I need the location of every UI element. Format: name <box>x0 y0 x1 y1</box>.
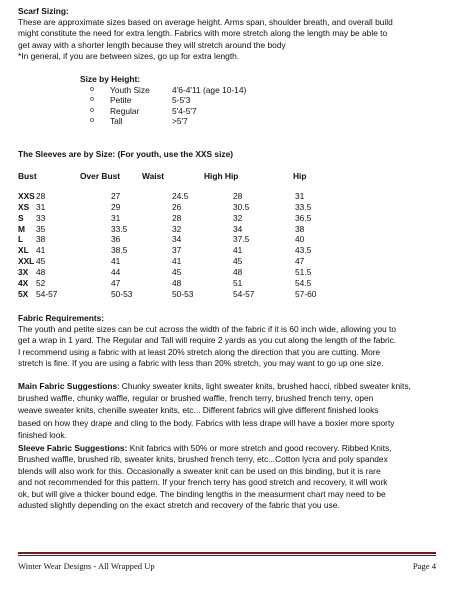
size-by-height-heading: Size by Height: <box>80 73 141 84</box>
table-body <box>18 191 436 300</box>
measurement-cell: 50-53 <box>111 288 133 299</box>
measurement-cell: 41 <box>172 256 182 267</box>
measurement-cell: 52 <box>36 278 46 289</box>
scarf-text-line: These are approximate sizes based on average height. Arms span, shoulder breath, and overall build <box>18 17 393 27</box>
measurement-cell: 35 <box>36 223 46 234</box>
size-value: 5'4-5'7 <box>172 105 197 116</box>
measurement-cell: 38 <box>36 234 46 245</box>
size-cell: S <box>18 212 24 223</box>
measurement-cell: 31 <box>36 201 46 212</box>
measurement-cell: 31 <box>111 212 121 223</box>
size-label: Youth Size <box>110 84 150 95</box>
size-item <box>80 85 436 96</box>
column-header: Bust <box>18 171 37 181</box>
size-item <box>80 106 436 117</box>
measurement-cell: 28 <box>233 190 243 201</box>
column-header: Over Bust <box>80 171 121 181</box>
sleeve-fabric-line <box>18 443 436 454</box>
measurement-cell: 54-57 <box>36 288 58 299</box>
measurement-cell: 27 <box>111 190 121 201</box>
size-cell: L <box>18 234 24 245</box>
measurement-cell: 32 <box>172 223 182 234</box>
sleeve-fabric-line: ok, but will give a thicker bound edge. The binding lengths in the measurment chart may need to be <box>18 488 386 499</box>
measurement-cell: 37 <box>172 245 182 256</box>
measurement-cell: 48 <box>36 267 46 278</box>
size-label: Petite <box>110 95 132 106</box>
fabric-text-line: I recommend using a fabric with at least 20% stretch along the direction that you are cutting. More <box>18 346 381 357</box>
size-cell: M <box>18 223 25 234</box>
size-cell: XXS <box>18 190 35 201</box>
page-number: Page 4 <box>412 561 436 571</box>
main-fabric-text: : Chunky sweater knits, light sweater knits, brushed hacci, ribbed sweater knits, <box>117 381 411 392</box>
main-fabric-heading: Main Fabric Suggestions <box>18 381 118 392</box>
fabric-text-line: The youth and petite sizes can be cut across the width of the fabric if it is 60 inch wide, allowing you to <box>18 323 397 334</box>
table-row <box>18 245 436 256</box>
measurement-cell: 33.5 <box>295 201 312 212</box>
size-value: 4'6-4'11 (age 10-14) <box>172 84 247 95</box>
measurement-cell: 44 <box>111 267 121 278</box>
table-row <box>18 202 436 213</box>
column-header: Waist <box>142 171 165 181</box>
fabric-text-line: get a wrap in 1 yard. The Regular and Tall will require 2 yards as you cut along the length of the fabric. <box>18 335 397 346</box>
measurement-cell: 24.5 <box>172 190 189 201</box>
measurement-cell: 28 <box>172 212 182 223</box>
column-header: High Hip <box>204 171 239 181</box>
table-row <box>18 224 436 235</box>
measurement-cell: 33.5 <box>111 223 128 234</box>
measurement-cell: 51.5 <box>295 267 312 278</box>
size-value: 5-5'3 <box>172 95 191 106</box>
measurement-cell: 51 <box>233 278 243 289</box>
size-item <box>80 95 436 106</box>
size-cell: 4X <box>18 278 29 289</box>
size-cell: XS <box>18 201 30 212</box>
table-row <box>18 191 436 202</box>
bullet-icon: o <box>90 117 94 125</box>
scarf-text-line: might constitute the need for extra length. Fabrics with more stretch along the length may be able to <box>18 28 388 39</box>
sleeve-fabric-line: and not recommended for this pattern. If your french terry has good stretch and recovery, it will work <box>18 477 388 488</box>
size-by-height-list <box>80 74 436 127</box>
bullet-icon: o <box>90 106 94 114</box>
main-fabric-line <box>18 381 436 392</box>
sleeve-fabric-line: adusted slightly depending on the exact stretch and recovery of the fabric that you use. <box>18 500 340 511</box>
fabric-text-line: stretch is fine. If you are using a fabric with less than 20% stretch, you may want to go up one size. <box>18 358 384 369</box>
size-label: Tall <box>110 116 123 127</box>
measurement-cell: 29 <box>111 201 121 212</box>
table-header-row <box>18 171 436 182</box>
measurement-cell: 47 <box>295 256 305 267</box>
main-fabric-line: weave sweater knits, chenille sweater knits, etc... Different fabrics will give different finished looks <box>18 405 379 416</box>
sleeve-fabric-line: Brushed waffle, brushed rib, sweater knits, brushed french terry, etc...Cotton lycra and poly spandex <box>18 454 388 465</box>
measurement-cell: 28 <box>36 190 46 201</box>
measurement-cell: 38 <box>295 223 305 234</box>
measurement-cell: 57-60 <box>295 288 317 299</box>
column-header: Hip <box>293 171 307 181</box>
main-fabric-line: brushed waffle, chunky waffle, regular or brushed waffle, french terry, brushed french terry, open <box>18 392 374 403</box>
measurement-cell: 54-57 <box>233 288 255 299</box>
measurement-cell: 47 <box>111 278 121 289</box>
fabric-requirements-heading: Fabric Requirements: <box>18 312 105 323</box>
measurement-cell: 31 <box>295 190 305 201</box>
size-value: >5'7 <box>172 116 188 127</box>
table-row <box>18 234 436 245</box>
sleeves-heading: The Sleeves are by Size: (For youth, use the XXS size) <box>18 149 234 159</box>
table-row <box>18 256 436 267</box>
table-row <box>18 267 436 278</box>
measurement-cell: 32 <box>233 212 243 223</box>
measurement-cell: 48 <box>172 278 182 289</box>
measurement-cell: 45 <box>233 256 243 267</box>
sleeve-fabric-line: blends will also work for this. Occasionally a sweater knit can be used on this binding, but it is rare <box>18 465 381 476</box>
measurement-cell: 26 <box>172 201 182 212</box>
footer-divider <box>18 552 436 554</box>
document-page <box>18 6 436 511</box>
measurement-cell: 45 <box>36 256 46 267</box>
measurement-cell: 33 <box>36 212 46 223</box>
size-label: Regular <box>110 105 140 116</box>
table-row <box>18 213 436 224</box>
measurement-cell: 34 <box>233 223 243 234</box>
size-cell: 5X <box>18 288 29 299</box>
scarf-sizing-heading: Scarf Sizing: <box>18 6 69 16</box>
table-row <box>18 289 436 300</box>
measurement-cell: 36.5 <box>295 212 312 223</box>
measurement-cell: 43.5 <box>295 245 312 256</box>
scarf-text-line: get away with a shorter length because they will stretch around the body <box>18 39 286 50</box>
measurement-cell: 34 <box>172 234 182 245</box>
measurement-cell: 37.5 <box>233 234 250 245</box>
measurement-cell: 50-53 <box>172 288 194 299</box>
measurement-cell: 41 <box>36 245 46 256</box>
measurement-cell: 36 <box>111 234 121 245</box>
bullet-icon: o <box>90 85 94 93</box>
scarf-text-line: *In general, if you are between sizes, go up for extra length. <box>18 51 240 62</box>
size-cell: XL <box>18 245 29 256</box>
measurement-cell: 30.5 <box>233 201 250 212</box>
measurement-table <box>18 171 436 300</box>
footer-title: Winter Wear Designs - All Wrapped Up <box>18 561 155 571</box>
measurement-cell: 48 <box>233 267 243 278</box>
measurement-cell: 45 <box>172 267 182 278</box>
size-cell: XXL <box>18 256 35 267</box>
measurement-cell: 41 <box>111 256 121 267</box>
sleeve-fabric-heading: Sleeve Fabric Suggestions: <box>18 443 128 454</box>
sleeve-fabric-text: Knit fabrics with 50% or more stretch and good recovery. Ribbed Knits, <box>127 443 392 454</box>
measurement-cell: 54.5 <box>295 278 312 289</box>
measurement-cell: 38.5 <box>111 245 128 256</box>
main-fabric-line: finished look. <box>18 430 67 441</box>
measurement-cell: 40 <box>295 234 305 245</box>
size-item <box>80 116 436 127</box>
main-fabric-line: based on how they drape and cling to the body. Fabrics with less drape will have a boxier more sporty <box>18 417 395 428</box>
table-row <box>18 278 436 289</box>
measurement-cell: 41 <box>233 245 243 256</box>
size-cell: 3X <box>18 267 29 278</box>
footer-divider <box>18 555 436 556</box>
bullet-icon: o <box>90 96 94 104</box>
